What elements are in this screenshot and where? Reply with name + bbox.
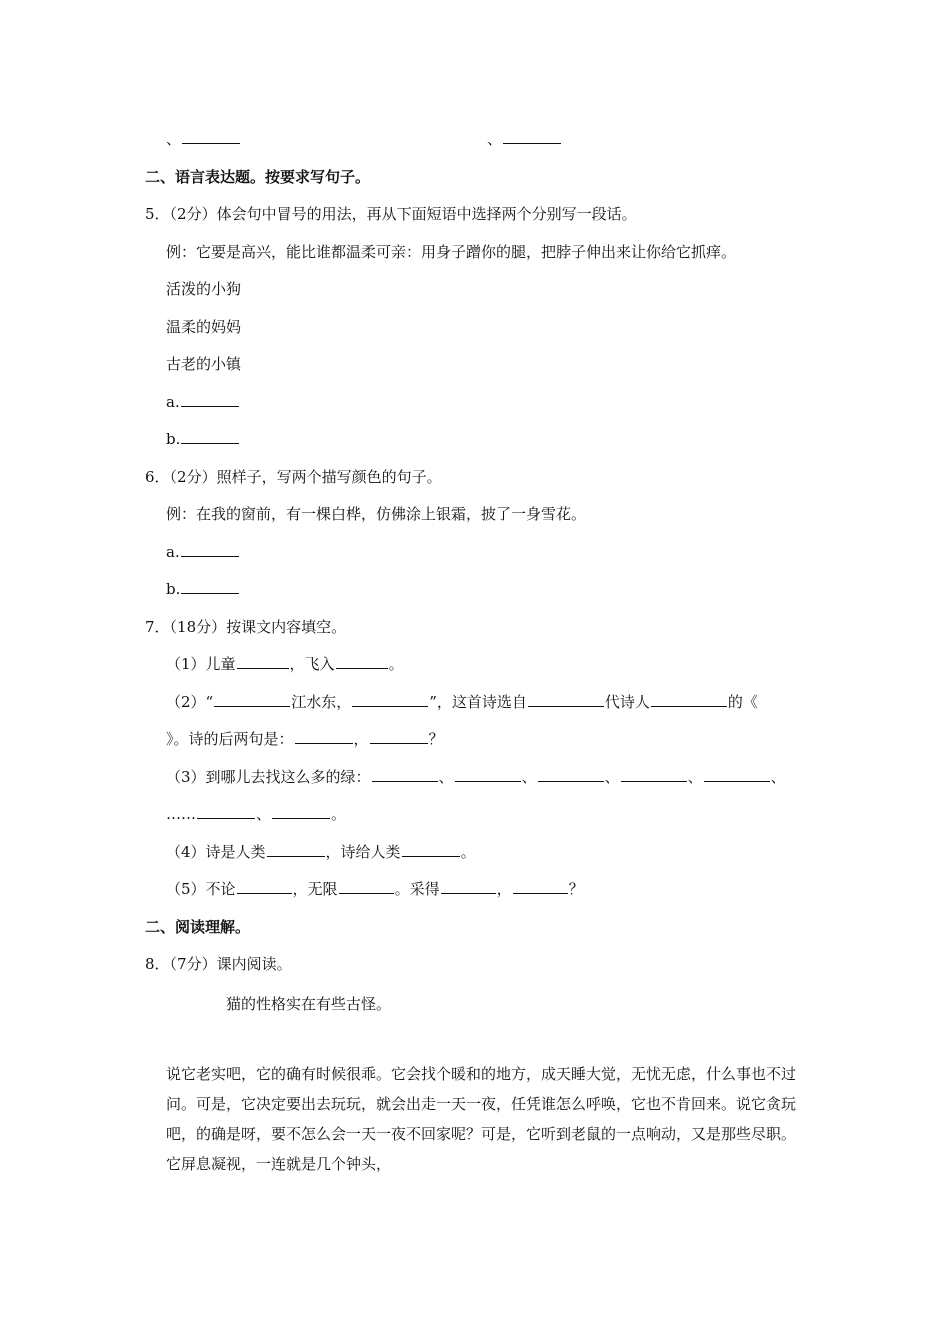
answer-blank[interactable] <box>370 729 428 744</box>
answer-blank[interactable] <box>197 804 255 819</box>
answer-blank[interactable] <box>267 842 325 857</box>
answer-blank[interactable] <box>513 879 568 894</box>
answer-blank[interactable] <box>237 654 289 669</box>
q5-answer-b: b. <box>166 428 240 450</box>
q7-part-5: （5）不论 ，无限 。采得 ， ？ <box>166 880 584 898</box>
q5-stem: 5．（2分）体会句中冒号的用法，再从下面短语中选择两个分别写一段话。 <box>145 205 637 223</box>
q6-example: 例：在我的窗前，有一棵白桦，仿佛涂上银霜，披了一身雪花。 <box>166 505 587 523</box>
section-heading-reading: 二、阅读理解。 <box>145 918 251 936</box>
q5-phrase-3: 古老的小镇 <box>166 355 242 373</box>
answer-blank[interactable] <box>181 392 239 407</box>
q5-answer-a: a. <box>166 391 240 413</box>
answer-blank[interactable] <box>441 879 496 894</box>
q5-phrase-1: 活泼的小狗 <box>166 280 242 298</box>
q7-part-2: （2）“ 江水东， ”，这首诗选自 代诗人 的《 <box>166 693 758 711</box>
q6-stem: 6．（2分）照样子，写两个描写颜色的句子。 <box>145 468 442 486</box>
answer-blank[interactable] <box>272 804 330 819</box>
section-heading-expression: 二、语言表达题。按要求写句子。 <box>145 168 371 186</box>
answer-blank[interactable] <box>336 654 388 669</box>
answer-blank[interactable] <box>621 767 687 782</box>
q7-stem: 7．（18分）按课文内容填空。 <box>145 618 347 636</box>
answer-blank[interactable] <box>651 692 727 707</box>
answer-blank[interactable] <box>503 129 561 144</box>
answer-blank[interactable] <box>182 129 240 144</box>
q7-part-3-cont: …… 、 。 <box>166 805 347 823</box>
passage-title: 猫的性格实在有些古怪。 <box>226 995 392 1013</box>
answer-blank[interactable] <box>352 692 428 707</box>
answer-blank[interactable] <box>372 767 438 782</box>
answer-blank[interactable] <box>295 729 353 744</box>
reading-passage: 说它老实吧，它的确有时候很乖。它会找个暖和的地方，成天睡大觉，无忧无虑，什么事也不过问。可是，它决定要出去玩玩，就会出走一天一夜，任凭谁怎么呼唤，它也不肯回来。说它贪玩吧，的确是呀，要不怎么会一天一夜不回家呢？可是，它听到老鼠的一点响动，又是那些尽职。它屏息凝视，一连就是几个钟头， <box>166 1065 797 1173</box>
q7-part-3: （3）到哪儿去找这么多的绿： 、 、 、 、 、 <box>166 768 786 786</box>
q7-part-4: （4）诗是人类 ，诗给人类 。 <box>166 843 476 861</box>
q6-answer-b: b. <box>166 578 240 600</box>
answer-blank[interactable] <box>455 767 521 782</box>
q8-stem: 8．（7分）课内阅读。 <box>145 955 292 973</box>
answer-blank[interactable] <box>181 579 239 594</box>
answer-blank[interactable] <box>339 879 394 894</box>
q5-example: 例：它要是高兴，能比谁都温柔可亲：用身子蹭你的腿，把脖子伸出来让你给它抓痒。 <box>166 243 737 261</box>
q7-part-1: （1）儿童 ，飞入 。 <box>166 655 404 673</box>
q5-phrase-2: 温柔的妈妈 <box>166 318 242 336</box>
answer-blank[interactable] <box>237 879 292 894</box>
top-blank-right: 、 <box>487 128 562 150</box>
answer-blank[interactable] <box>214 692 290 707</box>
q6-answer-a: a. <box>166 541 240 563</box>
top-blank-left: 、 <box>166 128 241 150</box>
answer-blank[interactable] <box>181 429 239 444</box>
answer-blank[interactable] <box>704 767 770 782</box>
answer-blank[interactable] <box>181 542 239 557</box>
answer-blank[interactable] <box>528 692 604 707</box>
answer-blank[interactable] <box>538 767 604 782</box>
answer-blank[interactable] <box>402 842 460 857</box>
q7-part-2-cont: 》。诗的后两句是： ， ？ <box>166 730 444 748</box>
